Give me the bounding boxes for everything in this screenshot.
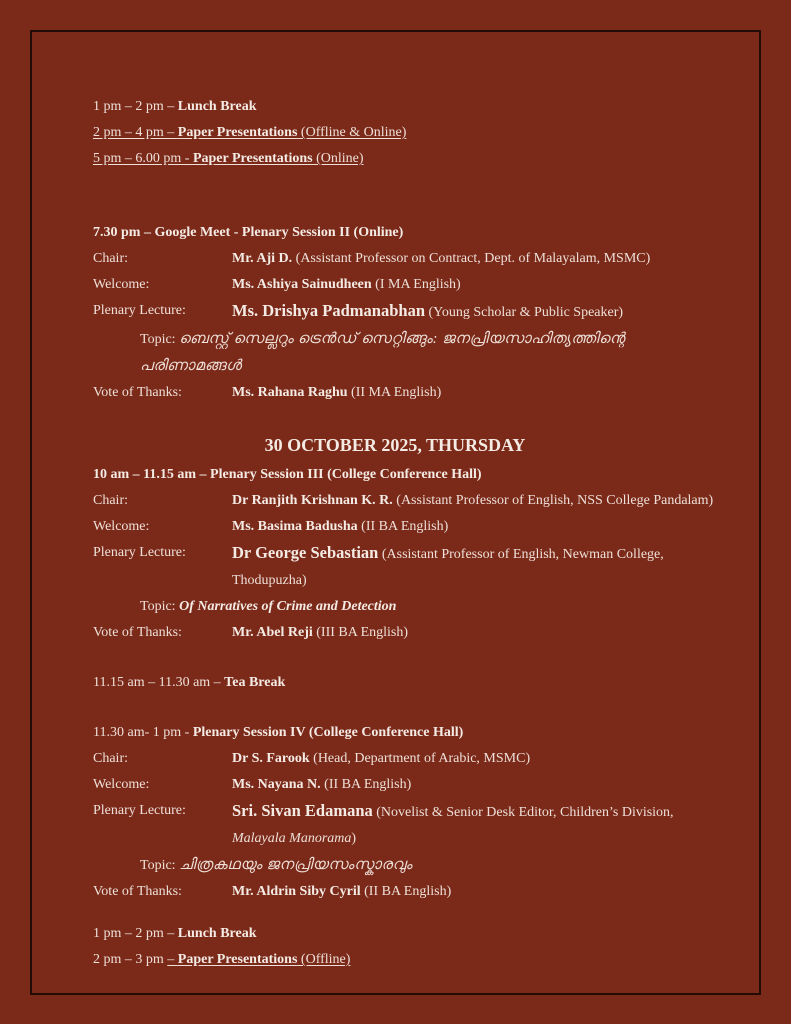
- paper-presentations-time: 2 pm – 4 pm –: [93, 125, 178, 140]
- thanks-label: Vote of Thanks:: [93, 625, 182, 640]
- session2-thanks-row: [93, 380, 721, 406]
- welcome-label: Welcome:: [93, 777, 150, 792]
- session2-heading-text: 7.30 pm – Google Meet - Plenary Session II (Online): [93, 225, 404, 240]
- lunch-break-title: Lunch Break: [177, 926, 257, 941]
- lecture-name: Sri. Sivan Edamana: [232, 801, 373, 820]
- lecture-detail: (Young Scholar & Public Speaker): [425, 305, 624, 320]
- welcome-detail: (II BA English): [357, 519, 449, 534]
- schedule-content: [93, 94, 721, 973]
- lunch-break-time: 1 pm – 2 pm –: [93, 926, 178, 941]
- session4-heading-time: 11.30 am- 1 pm -: [93, 725, 193, 740]
- topic-text-malayalam: ചിത്രകഥയും ജനപ്രിയസംസ്കാരവും: [179, 857, 413, 873]
- lecture-value: [232, 540, 721, 594]
- lecture-detail: (Assistant Professor of English, Newman College, Thodupuzha): [232, 547, 664, 588]
- thanks-detail: (II BA English): [360, 884, 452, 899]
- session4-heading-text: Plenary Session IV (College Conference Hall): [192, 725, 464, 740]
- topic-label: Topic:: [140, 332, 180, 347]
- lecture-detail-publication: Malayala Manorama: [232, 831, 352, 846]
- paper-presentations-offline-online-line: [93, 120, 721, 146]
- session2-chair-row: [93, 246, 721, 272]
- lunch-break-time: 1 pm – 2 pm –: [93, 99, 178, 114]
- topic-text: Of Narratives of Crime and Detection: [179, 599, 397, 614]
- chair-detail: (Assistant Professor on Contract, Dept. of Malayalam, MSMC): [292, 251, 651, 266]
- session4-welcome-row: [93, 772, 721, 798]
- session3-heading: [93, 462, 721, 488]
- session2-welcome-row: [93, 272, 721, 298]
- chair-name: Dr Ranjith Krishnan K. R.: [232, 493, 393, 508]
- session3-thanks-row: [93, 620, 721, 646]
- paper-presentations-online-line: [93, 146, 721, 172]
- paper-presentations-mode: (Online): [312, 151, 364, 166]
- lecture-label: Plenary Lecture:: [93, 803, 186, 818]
- thanks-value: [232, 620, 721, 646]
- welcome-detail: (I MA English): [371, 277, 461, 292]
- day3-heading: 30 OCTOBER 2025, THURSDAY: [264, 435, 526, 455]
- session4-topic-row: [140, 852, 721, 879]
- paper-presentations-title: Paper Presentations: [177, 952, 298, 967]
- topic-label: Topic:: [140, 599, 180, 614]
- welcome-label: Welcome:: [93, 519, 150, 534]
- session4-heading: [93, 720, 721, 746]
- paper-presentations-time: 2 pm – 3 pm: [93, 952, 168, 967]
- chair-detail: (Head, Department of Arabic, MSMC): [309, 751, 531, 766]
- chair-label: Chair:: [93, 493, 128, 508]
- spacer: [93, 172, 721, 220]
- paper-presentations-mode: (Offline & Online): [297, 125, 407, 140]
- thanks-detail: (III BA English): [312, 625, 409, 640]
- welcome-name: Ms. Ashiya Sainudheen: [232, 277, 372, 292]
- session2-heading: [93, 220, 721, 246]
- welcome-name: Ms. Nayana N.: [232, 777, 321, 792]
- thanks-name: Ms. Rahana Raghu: [232, 385, 348, 400]
- chair-value: [232, 746, 721, 772]
- session4-lecture-row: [93, 798, 721, 852]
- welcome-detail: (II BA English): [320, 777, 412, 792]
- lunch-break-line: [93, 94, 721, 120]
- paper-presentations-title: Paper Presentations: [192, 151, 313, 166]
- lecture-name: Dr George Sebastian: [232, 543, 379, 562]
- welcome-value: [232, 514, 721, 540]
- thanks-name: Mr. Abel Reji: [232, 625, 313, 640]
- lecture-label: Plenary Lecture:: [93, 303, 186, 318]
- lunch-break-title: Lunch Break: [177, 99, 257, 114]
- thanks-detail: (II MA English): [347, 385, 442, 400]
- welcome-value: [232, 772, 721, 798]
- tea-break-title: Tea Break: [224, 675, 286, 690]
- paper-presentations-offline-line: [93, 947, 721, 973]
- session4-chair-row: [93, 746, 721, 772]
- spacer: [93, 696, 721, 720]
- thanks-value: [232, 380, 721, 406]
- lecture-name: Ms. Drishya Padmanabhan: [232, 301, 425, 320]
- thanks-name: Mr. Aldrin Siby Cyril: [232, 884, 361, 899]
- topic-text-malayalam: ബെസ്റ്റ് സെല്ലറും ട്രെൻഡ് സെറ്റിങ്ങും: ജനപ്രിയസാഹിത്യത്തിന്റെ പരിണാമങ്ങൾ: [140, 331, 625, 374]
- chair-name: Dr S. Farook: [232, 751, 310, 766]
- chair-name: Mr. Aji D.: [232, 251, 293, 266]
- welcome-name: Ms. Basima Badusha: [232, 519, 358, 534]
- lecture-value: [232, 798, 721, 852]
- lecture-detail-close: ): [351, 831, 357, 846]
- spacer: [93, 646, 721, 670]
- lunch-break-line: [93, 921, 721, 947]
- lecture-label: Plenary Lecture:: [93, 545, 186, 560]
- chair-value: [232, 488, 721, 514]
- session3-welcome-row: [93, 514, 721, 540]
- chair-value: [232, 246, 721, 272]
- session2-topic-row: [140, 326, 721, 380]
- thanks-label: Vote of Thanks:: [93, 385, 182, 400]
- chair-label: Chair:: [93, 751, 128, 766]
- thanks-value: [232, 879, 721, 905]
- tea-break-line: [93, 670, 721, 696]
- welcome-label: Welcome:: [93, 277, 150, 292]
- tea-break-time: 11.15 am – 11.30 am –: [93, 675, 225, 690]
- chair-detail: (Assistant Professor of English, NSS College Pandalam): [392, 493, 714, 508]
- paper-presentations-mode: (Offline): [297, 952, 351, 967]
- chair-label: Chair:: [93, 251, 128, 266]
- paper-presentations-dash: –: [167, 952, 178, 967]
- session3-chair-row: [93, 488, 721, 514]
- paper-presentations-title: Paper Presentations: [177, 125, 298, 140]
- lecture-value: [232, 298, 721, 326]
- thanks-label: Vote of Thanks:: [93, 884, 182, 899]
- session3-lecture-row: [93, 540, 721, 594]
- lecture-detail: (Novelist & Senior Desk Editor, Children’s Division,: [372, 805, 674, 820]
- paper-presentations-time: 5 pm – 6.00 pm -: [93, 151, 193, 166]
- session3-topic-row: [140, 594, 721, 620]
- session4-thanks-row: [93, 879, 721, 905]
- topic-label: Topic:: [140, 858, 180, 873]
- session3-heading-text: 10 am – 11.15 am – Plenary Session III (College Conference Hall): [93, 467, 482, 482]
- welcome-value: [232, 272, 721, 298]
- session2-lecture-row: [93, 298, 721, 326]
- spacer: [93, 905, 721, 921]
